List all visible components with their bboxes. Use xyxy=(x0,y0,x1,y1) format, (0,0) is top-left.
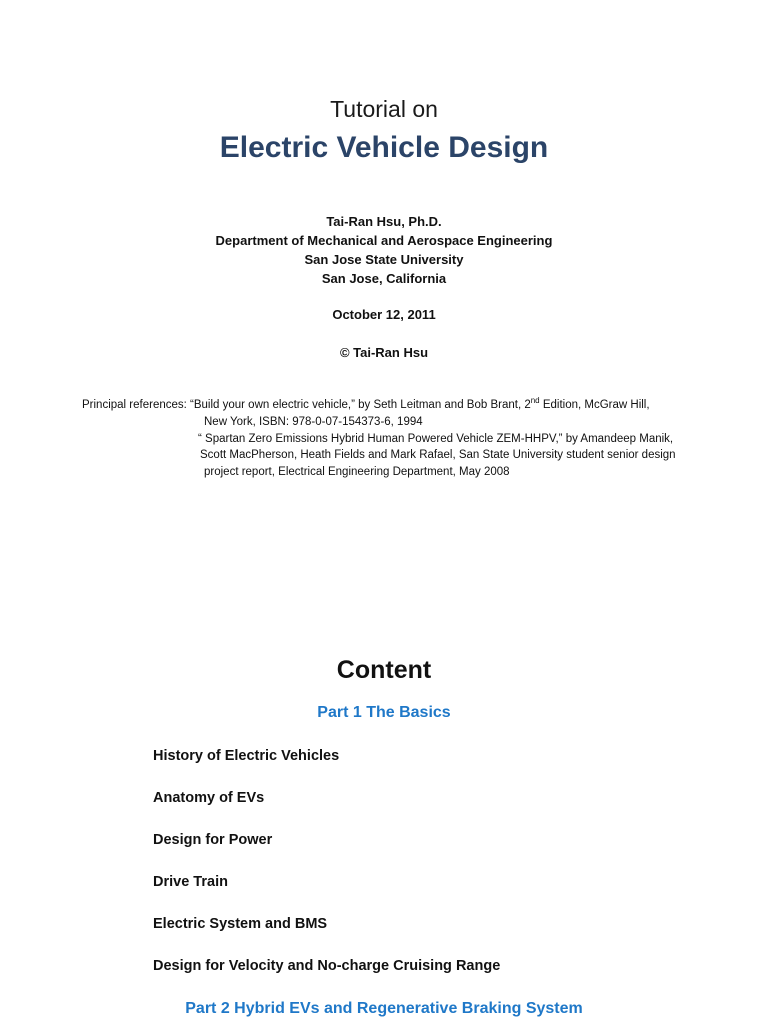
document-date: October 12, 2011 xyxy=(332,307,436,322)
reference-line-1-text: Principal references: “Build your own electric vehicle,” by Seth Leitman and Bob Brant, 2 xyxy=(82,399,531,411)
reference-line-3: “ Spartan Zero Emissions Hybrid Human Powered Vehicle ZEM-HHPV,” by Amandeep Manik, xyxy=(198,433,674,445)
toc-item-drive-train: Drive Train xyxy=(153,874,228,890)
author-location: San Jose, California xyxy=(321,271,447,286)
reference-line-5: project report, Electrical Engineering Department, May 2008 xyxy=(204,466,510,478)
author-university: San Jose State University xyxy=(304,252,464,267)
toc-item-history: History of Electric Vehicles xyxy=(153,748,340,764)
toc-item-power: Design for Power xyxy=(153,832,273,848)
author-department: Department of Mechanical and Aerospace Engineering xyxy=(215,233,553,248)
content-heading: Content xyxy=(336,656,432,684)
reference-line-1 xyxy=(82,396,650,411)
reference-line-1-end: Edition, McGraw Hill, xyxy=(539,399,650,411)
reference-line-2: New York, ISBN: 978-0-07-154373-6, 1994 xyxy=(204,416,423,428)
toc-item-electric-system: Electric System and BMS xyxy=(153,916,328,932)
document-title: Electric Vehicle Design xyxy=(219,131,549,164)
document-subtitle: Tutorial on xyxy=(330,96,438,122)
author-name: Tai-Ran Hsu, Ph.D. xyxy=(326,214,442,229)
part-2-heading: Part 2 Hybrid EVs and Regenerative Braking System xyxy=(185,1000,583,1017)
edition-superscript: nd xyxy=(530,396,540,406)
toc-item-anatomy: Anatomy of EVs xyxy=(153,790,265,806)
toc-item-velocity-range: Design for Velocity and No-charge Cruising Range xyxy=(153,958,501,974)
copyright-notice: © Tai-Ran Hsu xyxy=(339,345,429,360)
reference-line-4: Scott MacPherson, Heath Fields and Mark Rafael, San State University student senior design xyxy=(200,449,676,461)
part-1-heading: Part 1 The Basics xyxy=(317,704,451,721)
